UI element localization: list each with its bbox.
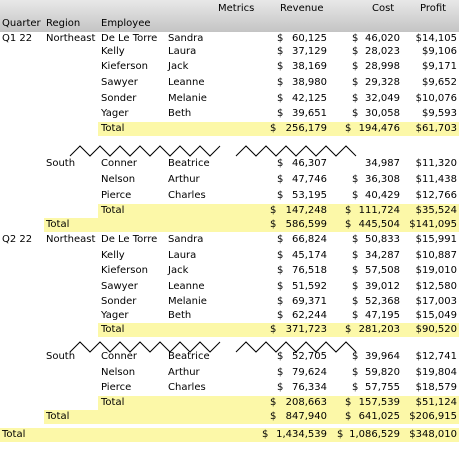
profit-cell: $14,105 — [415, 33, 457, 44]
total-label: Total — [101, 123, 125, 134]
profit-cell: $12,766 — [415, 190, 457, 201]
total-label: Total — [46, 219, 70, 230]
subtotal-row — [0, 122, 459, 136]
total-label: Total — [101, 397, 125, 408]
cost-cell: 57,508 — [365, 265, 400, 276]
table-row — [0, 157, 459, 171]
employee-last-name: Pierce — [101, 190, 132, 201]
column-header-bar — [0, 0, 459, 32]
currency-symbol: $ — [345, 205, 352, 216]
employee-last-name: Sawyer — [101, 281, 138, 292]
cost-cell: 40,429 — [365, 190, 400, 201]
grand-total-row — [0, 428, 459, 442]
profit-cell: $19,804 — [415, 367, 457, 378]
table-row — [0, 45, 459, 59]
table-row — [0, 233, 459, 247]
cost-cell: 32,049 — [365, 93, 400, 104]
employee-last-name: Kelly — [101, 250, 125, 261]
currency-symbol: $ — [352, 108, 359, 119]
revenue-cell: 66,824 — [292, 234, 327, 245]
profit-cell: $9,593 — [422, 108, 457, 119]
revenue-cell: 47,746 — [292, 174, 327, 185]
employee-last-name: Kelly — [101, 46, 125, 57]
cost-cell: 47,195 — [365, 310, 400, 321]
table-row — [0, 264, 459, 278]
currency-symbol: $ — [277, 382, 284, 393]
quarter-total-row — [0, 218, 459, 232]
employee-first-name: Leanne — [168, 281, 205, 292]
currency-symbol: $ — [277, 351, 284, 362]
currency-symbol: $ — [337, 429, 344, 440]
currency-symbol: $ — [277, 265, 284, 276]
currency-symbol: $ — [352, 250, 359, 261]
employee-last-name: Conner — [101, 351, 138, 362]
employee-first-name: Beth — [168, 310, 192, 321]
section-break-icon — [70, 142, 230, 158]
currency-symbol: $ — [352, 61, 359, 72]
currency-symbol: $ — [277, 46, 284, 57]
employee-first-name: Melanie — [168, 93, 207, 104]
employee-first-name: Charles — [168, 382, 206, 393]
currency-symbol: $ — [352, 190, 359, 201]
profit-cell: $9,171 — [422, 61, 457, 72]
currency-symbol: $ — [352, 234, 359, 245]
employee-first-name: Jack — [168, 265, 189, 276]
employee-first-name: Sandra — [168, 33, 204, 44]
table-row — [0, 295, 459, 309]
revenue-cell: 79,624 — [292, 367, 327, 378]
currency-symbol: $ — [352, 46, 359, 57]
revenue-cell: 39,651 — [292, 108, 327, 119]
cost-header[interactable]: Cost — [372, 3, 395, 14]
currency-symbol: $ — [270, 219, 277, 230]
table-row — [0, 309, 459, 323]
currency-symbol: $ — [345, 324, 352, 335]
currency-symbol: $ — [352, 310, 359, 321]
revenue-cell: 37,129 — [292, 46, 327, 57]
currency-symbol: $ — [270, 205, 277, 216]
employee-last-name: Sonder — [101, 296, 137, 307]
currency-symbol: $ — [352, 351, 359, 362]
table-row — [0, 76, 459, 90]
currency-symbol: $ — [270, 411, 277, 422]
subtotal-row — [0, 204, 459, 218]
profit-cell: $15,991 — [415, 234, 457, 245]
table-row — [0, 92, 459, 106]
cost-cell: 36,308 — [365, 174, 400, 185]
region-label: Northeast — [46, 33, 96, 44]
revenue-cell: 147,248 — [285, 205, 327, 216]
employee-first-name: Jack — [168, 61, 189, 72]
currency-symbol: $ — [352, 382, 359, 393]
currency-symbol: $ — [277, 234, 284, 245]
revenue-cell: 1,434,539 — [276, 429, 327, 440]
cost-cell: 39,964 — [365, 351, 400, 362]
section-break-icon — [236, 142, 366, 158]
revenue-cell: 69,371 — [292, 296, 327, 307]
cost-cell: 50,833 — [365, 234, 400, 245]
revenue-cell: 60,125 — [292, 33, 327, 44]
currency-symbol: $ — [352, 281, 359, 292]
region-label: South — [46, 351, 76, 362]
table-row — [0, 173, 459, 187]
profit-cell: $9,106 — [422, 46, 457, 57]
employee-last-name: De Le Torre — [101, 234, 158, 245]
quarter-header[interactable]: Quarter — [2, 18, 41, 29]
profit-cell: $11,438 — [415, 174, 457, 185]
profit-cell: $10,887 — [415, 250, 457, 261]
employee-first-name: Leanne — [168, 77, 205, 88]
currency-symbol: $ — [352, 367, 359, 378]
currency-symbol: $ — [345, 397, 352, 408]
currency-symbol: $ — [277, 158, 284, 169]
table-row — [0, 249, 459, 263]
currency-symbol: $ — [277, 77, 284, 88]
employee-first-name: Sandra — [168, 234, 204, 245]
employee-last-name: Yager — [101, 310, 129, 321]
currency-symbol: $ — [277, 174, 284, 185]
quarter-total-row — [0, 410, 459, 424]
region-label: Northeast — [46, 234, 96, 245]
currency-symbol: $ — [277, 281, 284, 292]
currency-symbol: $ — [262, 429, 269, 440]
cost-cell: 34,987 — [365, 158, 400, 169]
employee-last-name: Kieferson — [101, 265, 148, 276]
region-header[interactable]: Region — [46, 18, 81, 29]
profit-cell: $90,520 — [415, 324, 457, 335]
currency-symbol: $ — [352, 33, 359, 44]
cost-cell: 157,539 — [358, 397, 400, 408]
profit-cell: $12,580 — [415, 281, 457, 292]
employee-first-name: Beatrice — [168, 351, 210, 362]
currency-symbol: $ — [352, 265, 359, 276]
revenue-cell: 76,518 — [292, 265, 327, 276]
revenue-cell: 371,723 — [285, 324, 327, 335]
profit-cell: $19,010 — [415, 265, 457, 276]
currency-symbol: $ — [345, 411, 352, 422]
currency-symbol: $ — [270, 324, 277, 335]
table-row — [0, 32, 459, 46]
table-row — [0, 107, 459, 121]
currency-symbol: $ — [277, 296, 284, 307]
cost-cell: 111,724 — [358, 205, 400, 216]
revenue-cell: 46,307 — [292, 158, 327, 169]
table-row — [0, 60, 459, 74]
employee-last-name: Nelson — [101, 367, 136, 378]
table-row — [0, 280, 459, 294]
total-label: Total — [101, 205, 125, 216]
employee-last-name: Sawyer — [101, 77, 138, 88]
employee-first-name: Laura — [168, 46, 197, 57]
currency-symbol: $ — [277, 190, 284, 201]
cost-cell: 34,287 — [365, 250, 400, 261]
revenue-cell: 62,244 — [292, 310, 327, 321]
currency-symbol: $ — [352, 174, 359, 185]
currency-symbol: $ — [345, 219, 352, 230]
cost-cell: 30,058 — [365, 108, 400, 119]
profit-cell: $206,915 — [409, 411, 457, 422]
table-row — [0, 350, 459, 364]
revenue-cell: 42,125 — [292, 93, 327, 104]
profit-cell: $141,095 — [409, 219, 457, 230]
currency-symbol: $ — [277, 61, 284, 72]
profit-cell: $61,703 — [415, 123, 457, 134]
currency-symbol: $ — [277, 33, 284, 44]
profit-cell: $9,652 — [422, 77, 457, 88]
metrics-header[interactable]: Metrics — [218, 3, 255, 14]
cost-cell: 1,086,529 — [349, 429, 400, 440]
cost-cell: 57,755 — [365, 382, 400, 393]
employee-last-name: Sonder — [101, 93, 137, 104]
employee-last-name: Kieferson — [101, 61, 148, 72]
table-row — [0, 366, 459, 380]
cost-cell: 29,328 — [365, 77, 400, 88]
revenue-cell: 53,195 — [292, 190, 327, 201]
cost-cell: 52,368 — [365, 296, 400, 307]
currency-symbol: $ — [277, 108, 284, 119]
subtotal-row — [0, 323, 459, 337]
currency-symbol: $ — [277, 250, 284, 261]
employee-last-name: Yager — [101, 108, 129, 119]
revenue-cell: 208,663 — [285, 397, 327, 408]
currency-symbol: $ — [277, 367, 284, 378]
employee-first-name: Charles — [168, 190, 206, 201]
revenue-cell: 45,174 — [292, 250, 327, 261]
employee-last-name: Nelson — [101, 174, 136, 185]
subtotal-row — [0, 396, 459, 410]
profit-cell: $348,010 — [409, 429, 457, 440]
profit-cell: $51,124 — [415, 397, 457, 408]
revenue-cell: 38,980 — [292, 77, 327, 88]
employee-first-name: Beatrice — [168, 158, 210, 169]
employee-first-name: Beth — [168, 108, 192, 119]
revenue-cell: 586,599 — [285, 219, 327, 230]
employee-first-name: Arthur — [168, 367, 200, 378]
employee-first-name: Laura — [168, 250, 197, 261]
table-row — [0, 189, 459, 203]
currency-symbol: $ — [352, 93, 359, 104]
cost-cell: 39,012 — [365, 281, 400, 292]
quarter-label: Q1 22 — [2, 33, 33, 44]
revenue-cell: 847,940 — [285, 411, 327, 422]
profit-header[interactable]: Profit — [420, 3, 447, 14]
grand-total-label: Total — [2, 429, 26, 440]
total-label: Total — [101, 324, 125, 335]
employee-header[interactable]: Employee — [101, 18, 151, 29]
revenue-header[interactable]: Revenue — [280, 3, 324, 14]
currency-symbol: $ — [270, 397, 277, 408]
cost-cell: 281,203 — [358, 324, 400, 335]
cost-cell: 28,023 — [365, 46, 400, 57]
cost-cell: 59,820 — [365, 367, 400, 378]
currency-symbol: $ — [270, 123, 277, 134]
revenue-cell: 52,705 — [292, 351, 327, 362]
cost-cell: 46,020 — [365, 33, 400, 44]
currency-symbol: $ — [352, 296, 359, 307]
revenue-cell: 256,179 — [285, 123, 327, 134]
revenue-cell: 76,334 — [292, 382, 327, 393]
quarter-label: Q2 22 — [2, 234, 33, 245]
employee-first-name: Melanie — [168, 296, 207, 307]
employee-last-name: De Le Torre — [101, 33, 158, 44]
profit-cell: $10,076 — [415, 93, 457, 104]
cost-cell: 641,025 — [358, 411, 400, 422]
profit-cell: $35,524 — [415, 205, 457, 216]
currency-symbol: $ — [277, 93, 284, 104]
profit-cell: $17,003 — [415, 296, 457, 307]
employee-first-name: Arthur — [168, 174, 200, 185]
revenue-cell: 38,169 — [292, 61, 327, 72]
profit-cell: $11,320 — [415, 158, 457, 169]
profit-cell: $15,049 — [415, 310, 457, 321]
cost-cell: 445,504 — [358, 219, 400, 230]
currency-symbol: $ — [277, 310, 284, 321]
employee-last-name: Conner — [101, 158, 138, 169]
total-label: Total — [46, 411, 70, 422]
cost-cell: 194,476 — [358, 123, 400, 134]
employee-last-name: Pierce — [101, 382, 132, 393]
profit-cell: $12,741 — [415, 351, 457, 362]
currency-symbol: $ — [345, 123, 352, 134]
currency-symbol: $ — [352, 77, 359, 88]
region-label: South — [46, 158, 76, 169]
profit-cell: $18,579 — [415, 382, 457, 393]
cost-cell: 28,998 — [365, 61, 400, 72]
table-row — [0, 381, 459, 395]
revenue-cell: 51,592 — [292, 281, 327, 292]
